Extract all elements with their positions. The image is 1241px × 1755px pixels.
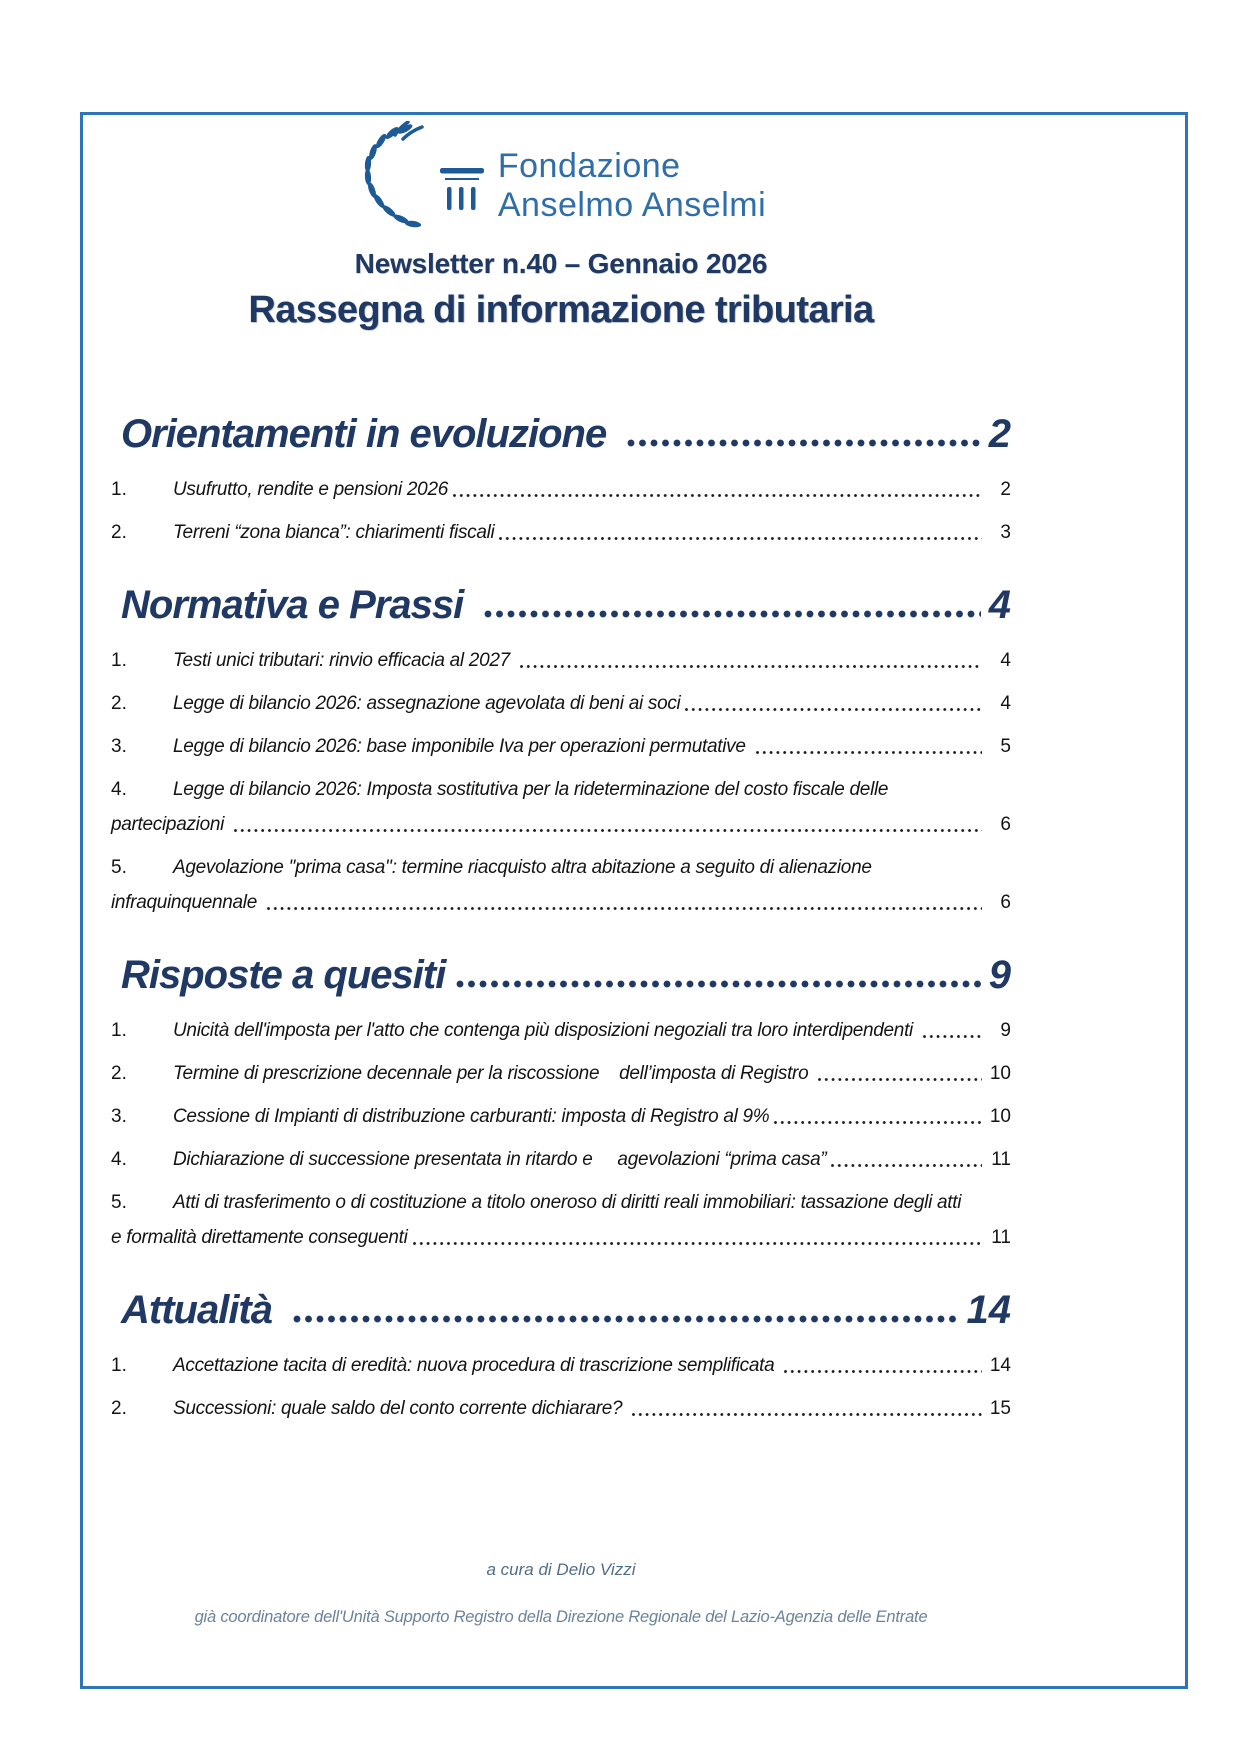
toc-item-number: 2. xyxy=(111,1063,127,1084)
newsletter-page xyxy=(111,115,1011,1439)
dot-leader xyxy=(266,906,982,911)
curator-credit: a cura di Delio Vizzi xyxy=(486,1560,636,1579)
toc-item-title: Legge di bilancio 2026: assegnazione agevolata di beni ai soci xyxy=(173,693,681,714)
dot-leader xyxy=(922,1034,982,1039)
toc-heading-row[interactable] xyxy=(111,582,1011,628)
toc-heading-row[interactable] xyxy=(111,1287,1011,1333)
dot-leader xyxy=(783,1369,982,1374)
toc-heading-page-number: 14 xyxy=(966,1288,1011,1332)
toc-item-title: Legge di bilancio 2026: Imposta sostitutiva per la rideterminazione del costo fiscale delle xyxy=(173,779,889,800)
toc-heading-label: Normativa e Prassi xyxy=(121,583,474,627)
newsletter-issue-title: Newsletter n.40 – Gennaio 2026 xyxy=(354,248,768,279)
toc-item-row[interactable] xyxy=(111,648,1011,674)
toc-item-title-continued: partecipazioni xyxy=(111,814,230,835)
brand-name-line2: Anselmo Anselmi xyxy=(497,186,767,225)
curator-role: già coordinatore dell'Unità Supporto Registro della Direzione Regionale del Lazio-Agenzia delle Entrate xyxy=(194,1608,928,1626)
toc-item-title: Dichiarazione di successione presentata in ritardo e agevolazioni “prima casa” xyxy=(173,1149,827,1170)
toc-heading-row[interactable] xyxy=(111,952,1011,998)
toc-item-row[interactable] xyxy=(111,1061,1011,1087)
laurel-wreath-column-icon xyxy=(356,121,486,233)
toc-item-title-continued: infraquinquennale xyxy=(111,892,262,913)
page-title: Rassegna di informazione tributaria xyxy=(248,289,874,331)
toc-item-number: 3. xyxy=(111,1106,127,1127)
dot-leader xyxy=(412,1241,982,1246)
toc-item-row[interactable] xyxy=(111,1147,1011,1173)
toc-section xyxy=(111,1287,1011,1422)
toc-item-title: Legge di bilancio 2026: base imponibile Iva per operazioni permutative xyxy=(173,736,751,757)
brand-name-line1: Fondazione xyxy=(497,147,681,185)
toc-item-row[interactable] xyxy=(111,855,1011,916)
toc-heading-page-number: 2 xyxy=(988,412,1011,456)
toc-item-number: 2. xyxy=(111,1398,127,1419)
toc-item-number: 2. xyxy=(111,522,127,543)
toc-item-row[interactable] xyxy=(111,691,1011,717)
dot-leader xyxy=(519,664,982,669)
dot-leader xyxy=(755,750,982,755)
toc-item-row[interactable] xyxy=(111,1104,1011,1130)
toc-heading-page-number: 4 xyxy=(988,583,1011,627)
dot-leader xyxy=(455,979,980,989)
toc-item-page-number: 3 xyxy=(1000,522,1011,543)
dot-leader xyxy=(483,609,980,619)
dot-leader xyxy=(830,1163,982,1168)
toc-item-page-number: 4 xyxy=(1000,693,1011,714)
toc-item-page-number: 5 xyxy=(1000,736,1011,757)
toc-heading-page-number: 9 xyxy=(988,953,1011,997)
toc-item-row[interactable] xyxy=(111,1353,1011,1379)
toc-heading-row[interactable] xyxy=(111,411,1011,457)
toc-item-number: 4. xyxy=(111,1149,127,1170)
table-of-contents xyxy=(111,411,1011,1422)
dot-leader xyxy=(773,1120,982,1125)
toc-item-page-number: 14 xyxy=(989,1355,1011,1376)
toc-section xyxy=(111,411,1011,546)
toc-section xyxy=(111,582,1011,916)
toc-item-row[interactable] xyxy=(111,477,1011,503)
toc-item-title: Termine di prescrizione decennale per la riscossione dell’imposta di Registro xyxy=(173,1063,814,1084)
toc-item-number: 1. xyxy=(111,1020,127,1041)
toc-item-title: Agevolazione ''prima casa'': termine riacquisto altra abitazione a seguito di alienazione xyxy=(173,857,872,878)
toc-item-number: 4. xyxy=(111,779,127,800)
toc-item-title: Testi unici tributari: rinvio efficacia al 2027 xyxy=(173,650,515,671)
dot-leader xyxy=(631,1412,982,1417)
toc-item-number: 3. xyxy=(111,736,127,757)
toc-heading-label: Orientamenti in evoluzione xyxy=(121,412,617,456)
toc-item-title: Usufrutto, rendite e pensioni 2026 xyxy=(173,479,448,500)
toc-item-title: Successioni: quale saldo del conto corrente dichiarare? xyxy=(173,1398,628,1419)
toc-item-number: 1. xyxy=(111,1355,127,1376)
toc-item-number: 5. xyxy=(111,857,127,878)
toc-item-number: 5. xyxy=(111,1192,127,1213)
toc-item-title: Accettazione tacita di eredità: nuova procedura di trascrizione semplificata xyxy=(173,1355,780,1376)
toc-item-page-number: 2 xyxy=(1000,479,1011,500)
toc-item-page-number: 9 xyxy=(1000,1020,1011,1041)
toc-item-number: 2. xyxy=(111,693,127,714)
toc-item-number: 1. xyxy=(111,650,127,671)
toc-section xyxy=(111,952,1011,1251)
toc-item-page-number: 15 xyxy=(989,1398,1011,1419)
toc-item-page-number: 4 xyxy=(1000,650,1011,671)
dot-leader xyxy=(684,707,982,712)
toc-item-title-continued: e formalità direttamente conseguenti xyxy=(111,1227,408,1248)
toc-item-row[interactable] xyxy=(111,1396,1011,1422)
toc-heading-label: Attualità xyxy=(121,1288,283,1332)
toc-item-page-number: 10 xyxy=(989,1063,1011,1084)
toc-item-title: Cessione di Impianti di distribuzione carburanti: imposta di Registro al 9% xyxy=(173,1106,770,1127)
toc-item-page-number: 6 xyxy=(1000,814,1011,835)
dot-leader xyxy=(626,438,980,448)
toc-heading-label: Risposte a quesiti xyxy=(121,953,446,997)
toc-item-number: 1. xyxy=(111,479,127,500)
dot-leader xyxy=(817,1077,982,1082)
dot-leader xyxy=(233,828,982,833)
toc-item-title: Unicità dell'imposta per l'atto che contenga più disposizioni negoziali tra loro interdipendenti xyxy=(173,1020,918,1041)
dot-leader xyxy=(498,536,982,541)
toc-item-row[interactable] xyxy=(111,734,1011,760)
toc-item-page-number: 10 xyxy=(989,1106,1011,1127)
dot-leader xyxy=(452,493,982,498)
dot-leader xyxy=(292,1314,958,1324)
toc-item-page-number: 11 xyxy=(991,1227,1011,1248)
toc-item-page-number: 6 xyxy=(1000,892,1011,913)
toc-item-page-number: 11 xyxy=(991,1149,1011,1170)
toc-item-row[interactable] xyxy=(111,1190,1011,1251)
toc-item-title: Terreni “zona bianca”: chiarimenti fiscali xyxy=(173,522,495,543)
toc-item-title: Atti di trasferimento o di costituzione a titolo oneroso di diritti reali immobiliari: tassazione degli atti xyxy=(173,1192,962,1213)
toc-item-row[interactable] xyxy=(111,520,1011,546)
page-footer xyxy=(111,1560,1011,1627)
fondazione-logo xyxy=(111,121,1011,233)
toc-item-row[interactable] xyxy=(111,777,1011,838)
brand-name xyxy=(498,121,766,226)
toc-item-row[interactable] xyxy=(111,1018,1011,1044)
